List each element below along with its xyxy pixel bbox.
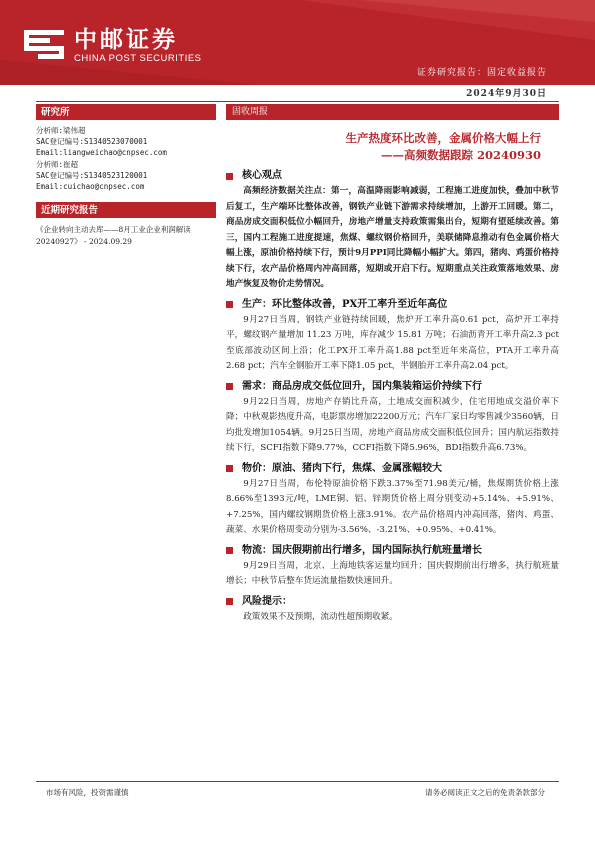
section-risk: [226, 594, 559, 626]
post-logo-icon: [22, 26, 66, 66]
risk-warning: 市场有风险，投资需谨慎: [46, 788, 129, 797]
logo-chinese-name: 中邮证券: [74, 27, 178, 53]
section-production: [226, 297, 559, 375]
analyst-line: 分析师:崔超: [36, 159, 79, 169]
report-header: [0, 0, 595, 85]
page-footer: [36, 781, 559, 797]
recent-report-item[interactable]: 《企业转向主动去库——8月工业企业利润解读 20240927》 - 2024.09.29: [36, 225, 191, 247]
section-body: 9月27日当周，布伦特原油价格下跌3.37%至71.98美元/桶，焦煤期货价格上涨8.66%至1393元/吨，LME铜、铝、锌期货价格上周分别变动+5.14%、+5.91%、+7.25%，国内螺纹钢期货价格上涨3.91%。农产品价格周内冲高回落，猪肉、鸡蛋、蔬菜、水果价格周变动分别为-3.56%、-3.21%、+0.95%、+0.41%。: [226, 478, 559, 535]
section-heading: 物价：原油、猪肉下行，焦煤、金属涨幅较大: [242, 462, 442, 474]
red-square-bullet-icon: [226, 465, 233, 472]
section-heading: 生产：环比整体改善，PX开工率升至近年高位: [242, 298, 448, 310]
subtitle-line: ——高频数据跟踪 20240930: [380, 148, 541, 162]
section-demand: [226, 379, 559, 457]
section-body: 政策效果不及预期，流动性超预期收紧。: [243, 611, 398, 622]
analyst-email[interactable]: Email:liangweichao@cnpsec.com: [36, 148, 167, 158]
report-category: 证券研究报告：固定收益报告: [416, 68, 547, 78]
company-logo: [22, 24, 202, 68]
red-square-bullet-icon: [226, 598, 233, 605]
red-square-bullet-icon: [226, 301, 233, 308]
section-core-view: [226, 168, 559, 293]
section-body: 高频经济数据关注点：第一，高温降雨影响减弱，工程施工进度加快，叠加中秋节后复工，生产端环比整体改善，钢铁产业链下游需求持续增加，上游开工回暖。第二，商品房成交面积低位小幅回升，房地产增量支持政策需集出台，短期有望延续改善。第三，国内工程施工进度提速，焦煤、螺纹钢价格回升，美联储降息推动有色金属价格大幅上涨，原油价格持续下行，预计9月PPI同比降幅小幅扩大。第四，猪肉、鸡蛋价格持续下行，农产品价格周内冲高回落，短期或开启下行。短期重点关注政策落地效果、房地产恢复及物价走势情况。: [226, 186, 559, 289]
report-date: 2024年9月30日: [466, 89, 547, 99]
section-prices: [226, 461, 559, 539]
red-square-bullet-icon: [226, 383, 233, 390]
logo-english-name: CHINA POST SECURITIES: [74, 53, 202, 64]
sidebar: [36, 104, 216, 248]
main-content: [226, 104, 559, 625]
analyst-email[interactable]: Email:cuichao@cnpsec.com: [36, 182, 145, 192]
section-heading: 风险提示：: [242, 595, 292, 607]
date-bar: [0, 86, 595, 100]
section-heading: 需求：商品房成交低位回升，国内集装箱运价持续下行: [242, 380, 482, 392]
section-heading: 核心观点: [242, 170, 282, 181]
section-logistics: [226, 543, 559, 590]
researcher-heading: 研究所: [36, 104, 216, 120]
analyst-line: 分析师:梁伟超: [36, 126, 86, 135]
analyst-info: [36, 120, 216, 192]
section-body: 9月29日当周，北京、上海地铁客运量均回升；国庆假期前出行增多，执行航班量增长；中秋节后整车货运流量指数快速回升。: [226, 560, 559, 586]
section-body: 9月27日当周，钢铁产业链持续回暖，焦炉开工率升高0.61 pct，高炉开工率持平，螺纹钢产量增加 11.23 万吨，库存减少 15.81 万吨；石油沥青开工率升高2.3 pct至底部波动区间上沿；化工PX开工率升高1.88 pct至近年来高位，PTA开工率升高2.68 pct；汽车全钢胎开工率下降1.05 pct，半钢胎开工率升高2.04 pct。: [226, 314, 559, 371]
section-heading: 物流：国庆假期前出行增多，国内国际执行航班量增长: [242, 544, 482, 556]
disclaimer-note: 请务必阅读正文之后的免责条款部分: [425, 788, 545, 797]
title-line: 生产热度环比改善，金属价格大幅上行: [345, 131, 541, 145]
report-tag: 固收周报: [226, 104, 559, 120]
analyst-line: SAC登记编号:S1340523070001: [36, 137, 148, 147]
analyst-line: SAC登记编号:S1340523120001: [36, 170, 148, 180]
report-title: [226, 130, 559, 164]
header-divider: [36, 101, 559, 102]
section-body: 9月22日当周，房地产存销比升高，土地成交面积减少，住宅用地成交溢价率下降；中秋观影热度升高，电影票房增加22200万元；汽车厂家日均零售减少3560辆，日均批发增加1054辆。9月25日当周，房地产商品房成交面积低位回升；国内航运指数持续下行，SCFI指数下降9.77%，CCFI指数下降5.96%，BDI指数升高6.73%。: [226, 396, 559, 453]
red-square-bullet-icon: [226, 547, 233, 554]
red-square-bullet-icon: [226, 173, 233, 180]
recent-reports-heading: 近期研究报告: [36, 202, 216, 218]
